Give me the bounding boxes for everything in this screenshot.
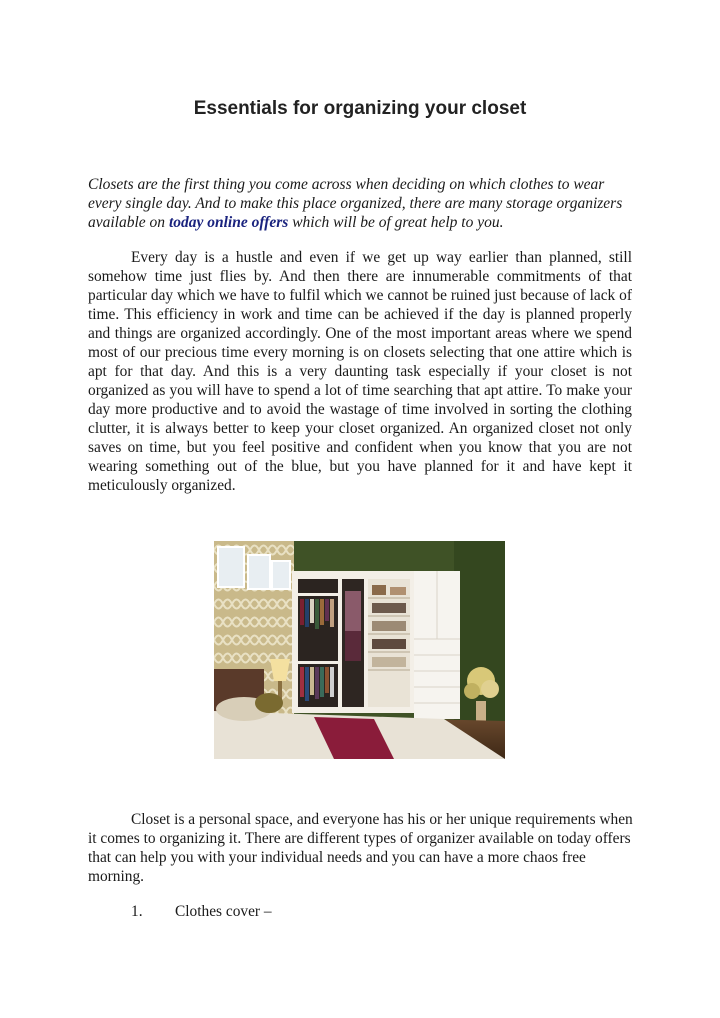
body-paragraph-2: Closet is a personal space, and everyone has his or her unique requirements when it comes to organizing it. There are different types of organizer available on today offers that can help you with your individual needs and you can have a more chaos free morning. [88, 811, 633, 885]
list-item-number: 1. [131, 903, 143, 920]
page-title: Essentials for organizing your closet [193, 98, 527, 119]
closet-photo [214, 541, 505, 759]
intro-paragraph [88, 175, 634, 232]
intro-text-end: which will be of great help to you. [288, 214, 504, 231]
list-item-1 [131, 902, 272, 921]
today-online-offers-link[interactable]: today online offers [168, 214, 289, 231]
intro-text-start: Closets are the first thing you come across when deciding on which clothes to wear every single day. And to make this place organized, there are many storage organizers available on [88, 176, 623, 231]
body-paragraph-1: Every day is a hustle and even if we get up way earlier than planned, still somehow time just flies by. And then there are innumerable commitments of that particular day which we have to fulfil which we cannot be ruined just because of lack of time. This efficiency in work and time can be achieved if the day is planned properly and things are organized accordingly. One of the most important areas where we spend most of our precious time every morning is on closets selecting that one attire which is apt for that day. And this is a very daunting task especially if your closet is not organized as you will have to spend a lot of time searching that apt attire. To make your day more productive and to avoid the wastage of time involved in sorting the clothing clutter, it is always better to keep your closet organized. An organized closet not only saves on time, but you feel positive and confident when you know that you are not wearing something out of the blue, but you have planned for it and have kept it meticulously organized. [88, 249, 632, 494]
list-item-text: Clothes cover – [175, 903, 272, 920]
